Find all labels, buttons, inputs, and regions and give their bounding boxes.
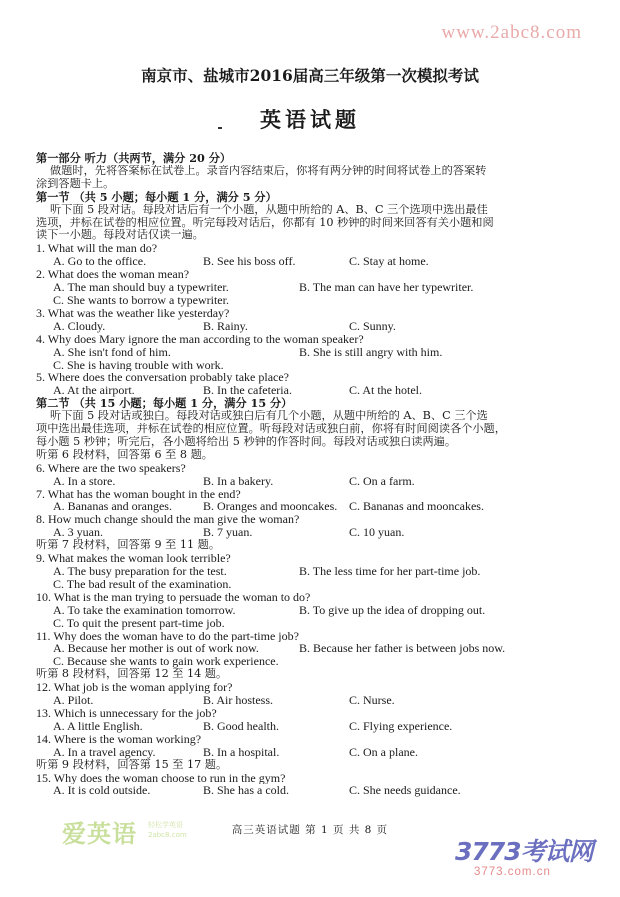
logo-left-caption-line: 轻松学英语 (148, 821, 183, 829)
instruction-text: 听第 6 段材料，回答第 6 至 8 题。 (36, 448, 213, 461)
answer-option: C. On a farm. (349, 474, 415, 488)
answer-option: C. To quit the present part-time job. (53, 616, 225, 630)
answer-option: A. To take the examination tomorrow. (53, 603, 236, 617)
answer-options (36, 746, 592, 759)
answer-options (36, 294, 592, 307)
instruction-text: 项中选出最佳选项，并标在试卷的相应位置。听每段对话或独白前，你将有时间阅读各个小题， (36, 423, 506, 436)
instruction-text: 听下面 5 段对话或独白。每段对话或独白后有几个小题，从题中所给的 A、B、C 三个选 (50, 410, 488, 423)
question-stem: 15. Why does the woman choose to run in the gym? (36, 771, 286, 785)
answer-option: B. Oranges and mooncakes. (203, 500, 338, 514)
question-stem: 5. Where does the conversation probably take place? (36, 371, 290, 385)
instruction-text: 做题时，先将答案标在试卷上。录音内容结束后，你将有两分钟的时间将试卷上的答案转 (50, 164, 487, 177)
answer-option: C. Flying experience. (349, 719, 453, 733)
answer-options (36, 320, 592, 333)
logo-right-url: 3773.com.cn (474, 866, 551, 878)
exam-body (36, 152, 592, 797)
answer-options (36, 617, 592, 630)
instruction-text: 听第 9 段材料，回答第 15 至 17 题。 (36, 758, 228, 771)
answer-option: B. She is still angry with him. (299, 345, 443, 359)
answer-option: B. The less time for her part-time job. (299, 565, 481, 578)
answer-option: A. At the airport. (53, 384, 135, 398)
answer-options (36, 655, 592, 668)
answer-option: C. At the hotel. (349, 384, 422, 398)
answer-option: A. A little English. (53, 719, 143, 733)
answer-option: B. 7 yuan. (203, 526, 253, 540)
answer-options (36, 281, 592, 294)
answer-options (36, 384, 592, 397)
instruction-text: 听第 8 段材料，回答第 12 至 14 题。 (36, 668, 228, 681)
answer-option: C. Nurse. (349, 694, 395, 707)
question-stem: 11. Why does the woman have to do the part-time job? (36, 629, 299, 643)
answer-option: A. She isn't fond of him. (53, 345, 171, 359)
answer-option: A. Go to the office. (53, 255, 147, 269)
question-stem: 2. What does the woman mean? (36, 268, 190, 282)
answer-option: C. 10 yuan. (349, 526, 405, 540)
answer-option: A. In a travel agency. (53, 745, 156, 759)
answer-option: B. To give up the idea of dropping out. (299, 603, 486, 617)
question-stem: 1. What will the man do? (36, 242, 158, 256)
answer-option: B. Air hostess. (203, 694, 274, 707)
answer-option: C. Because she wants to gain work experience. (53, 655, 279, 669)
answer-option: B. In a hospital. (203, 745, 280, 759)
answer-options (36, 359, 592, 372)
answer-option: A. The busy preparation for the test. (53, 565, 227, 578)
answer-options (36, 255, 592, 268)
question-stem: 12. What job is the woman applying for? (36, 681, 233, 695)
answer-options (36, 346, 592, 359)
exam-subtitle: 英语试题 (260, 107, 360, 132)
question-stem: 13. Which is unnecessary for the job? (36, 706, 217, 720)
answer-option: B. See his boss off. (203, 255, 296, 269)
exam-title: 南京市、盐城市2016届高三年级第一次模拟考试 (141, 66, 479, 85)
question-stem: 6. Where are the two speakers? (36, 461, 186, 475)
logo-left-caption-line: 2abc8.com (148, 831, 187, 839)
page-footer: 高三英语试题 第 1 页 共 8 页 (231, 824, 389, 836)
answer-options (36, 578, 592, 591)
question-stem: 4. Why does Mary ignore the man according to the woman speaker? (36, 332, 364, 346)
section-heading: 第一部分 听力（共两节，满分 20 分） (36, 152, 232, 165)
instruction-text: 读下一小题。每段对话仅读一遍。 (36, 229, 204, 242)
answer-options (36, 604, 592, 617)
section-heading: 第一节 （共 5 小题；每小题 1 分，满分 5 分） (36, 190, 277, 204)
answer-option: A. It is cold outside. (53, 784, 151, 798)
watermark-top: www.2abc8.com (441, 22, 582, 43)
question-stem: 14. Where is the woman working? (36, 732, 202, 746)
logo-right-watermark: 3773考试网 (455, 837, 593, 866)
answer-option: A. Because her mother is out of work now. (53, 642, 259, 656)
answer-option: B. She has a cold. (203, 784, 289, 798)
logo-left-caption (148, 820, 187, 840)
answer-option: A. The man should buy a typewriter. (53, 281, 229, 294)
answer-option: B. Rainy. (203, 319, 248, 333)
answer-option: A. Cloudy. (53, 319, 106, 333)
answer-option: B. In the cafeteria. (203, 384, 292, 398)
answer-options (36, 475, 592, 488)
decorative-mark (218, 127, 222, 129)
answer-option: B. In a bakery. (203, 474, 274, 488)
instruction-text: 听第 7 段材料，回答第 9 至 11 题。 (36, 539, 221, 552)
answer-options (36, 694, 592, 707)
answer-options (36, 642, 592, 655)
answer-options (36, 720, 592, 733)
answer-option: C. On a plane. (349, 745, 418, 759)
answer-option: B. Good health. (203, 719, 279, 733)
answer-option: C. She is having trouble with work. (53, 358, 224, 372)
answer-option: A. In a store. (53, 474, 116, 488)
instruction-text: 每小题 5 秒钟；听完后，各小题将给出 5 秒钟的作答时间。每段对话或独白读两遍。 (36, 435, 457, 448)
answer-options (36, 500, 592, 513)
answer-option: C. She wants to borrow a typewriter. (53, 293, 229, 307)
answer-option: A. Pilot. (53, 694, 94, 707)
answer-options (36, 526, 592, 539)
question-stem: 3. What was the weather like yesterday? (36, 306, 230, 320)
answer-options (36, 784, 592, 797)
answer-option: C. Stay at home. (349, 255, 429, 269)
instruction-text: 涂到答题卡上。 (36, 177, 115, 190)
question-stem: 8. How much change should the man give the woman? (36, 513, 300, 527)
answer-option: A. 3 yuan. (53, 526, 103, 540)
answer-option: C. The bad result of the examination. (53, 577, 232, 591)
instruction-text: 听下面 5 段对话。每段对话后有一个小题，从题中所给的 A、B、C 三个选项中选出最佳 (50, 203, 488, 216)
answer-options (36, 565, 592, 578)
question-stem: 7. What has the woman bought in the end? (36, 487, 241, 501)
answer-option: C. Sunny. (349, 319, 396, 333)
answer-option: B. Because her father is between jobs now. (299, 642, 506, 656)
question-stem: 9. What makes the woman look terrible? (36, 552, 231, 565)
answer-option: B. The man can have her typewriter. (299, 281, 474, 294)
instruction-text: 选项，并标在试卷的相应位置。听完每段对话后，你都有 10 秒钟的时间来回答有关小题和阅 (36, 216, 494, 229)
answer-option: C. She needs guidance. (349, 784, 461, 798)
answer-option: C. Bananas and mooncakes. (349, 500, 484, 514)
question-stem: 10. What is the man trying to persuade the woman to do? (36, 590, 311, 604)
section-heading: 第二节 （共 15 小题；每小题 1 分，满分 15 分） (36, 397, 293, 411)
answer-option: A. Bananas and oranges. (53, 500, 172, 514)
logo-left-watermark: 爱英语 (62, 819, 137, 848)
